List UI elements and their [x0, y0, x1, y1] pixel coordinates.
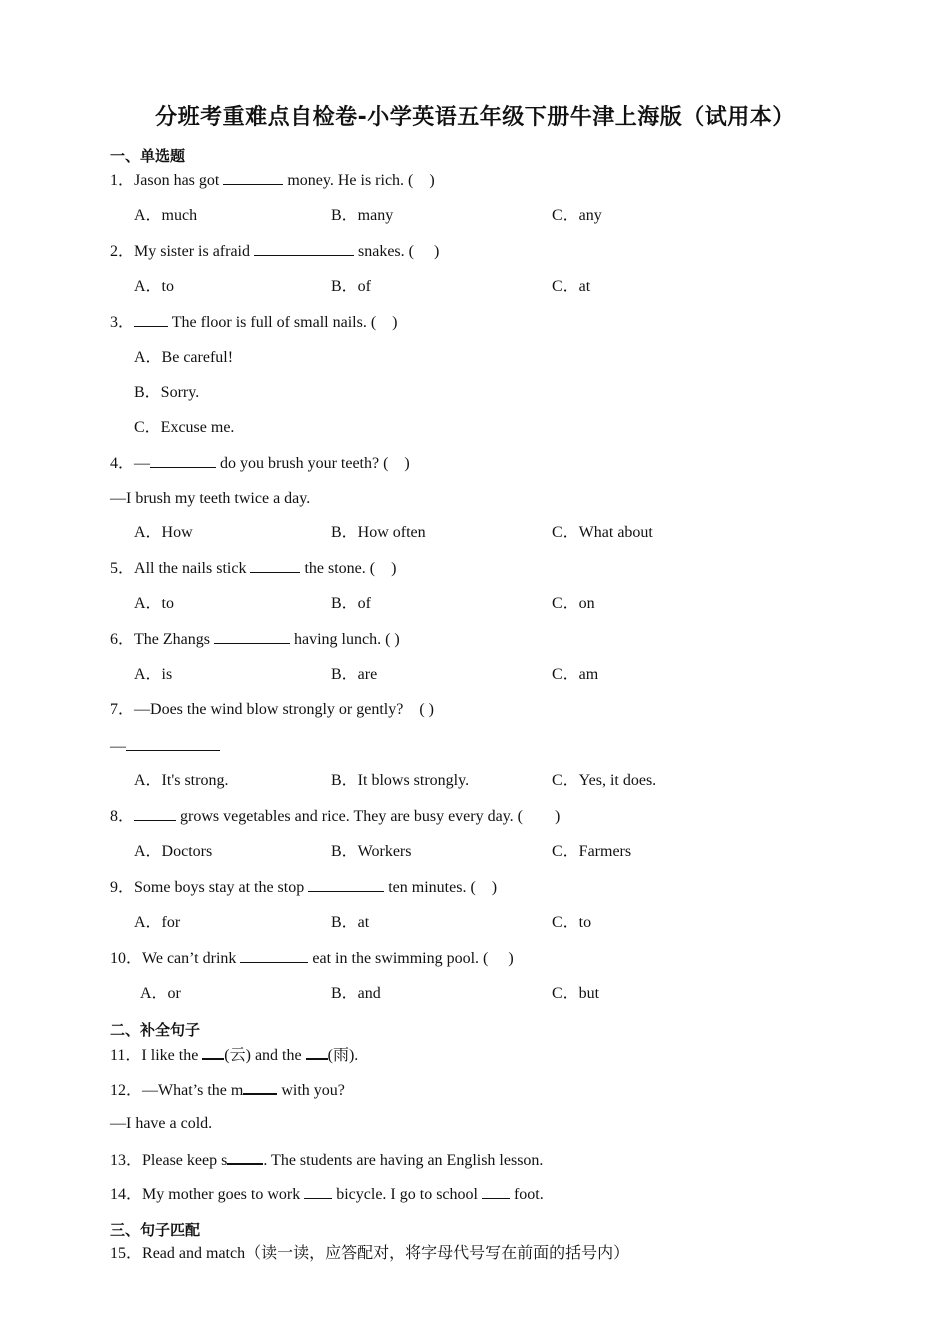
question-2: 2．My sister is afraid snakes. ( )	[110, 243, 440, 260]
option-b[interactable]: B．Workers	[331, 843, 412, 860]
option-a[interactable]: A．for	[134, 914, 181, 931]
question-5: 5．All the nails stick the stone. ( )	[110, 560, 397, 577]
option-c[interactable]: C．but	[552, 985, 600, 1002]
answer-blank[interactable]	[306, 1044, 328, 1060]
question-13: 13．Please keep s . The students are having an English lesson.	[110, 1149, 543, 1171]
option-c[interactable]: C．at	[552, 278, 591, 295]
answer-blank[interactable]	[243, 1079, 277, 1095]
answer-blank[interactable]	[134, 806, 176, 821]
answer-blank[interactable]	[150, 453, 216, 468]
option-c[interactable]: C．What about	[552, 524, 653, 541]
option-c[interactable]: C．any	[552, 207, 602, 224]
option-a[interactable]: A．Be careful!	[134, 349, 234, 366]
question-12: 12．—What’s the m with you?	[110, 1079, 345, 1101]
question-6: 6．The Zhangs having lunch. ( )	[110, 631, 400, 648]
answer-blank[interactable]	[227, 1149, 263, 1165]
section-heading-complete-sentences: 二、补全句子	[110, 1021, 201, 1039]
option-b[interactable]: B．many	[331, 207, 394, 224]
question-10: 10．We can’t drink eat in the swimming pool. ( )	[110, 950, 514, 967]
question-7: 7．—Does the wind blow strongly or gently? ( )	[110, 701, 434, 718]
question-3: 3． The floor is full of small nails. ( )	[110, 314, 398, 331]
answer-blank[interactable]	[250, 558, 300, 573]
answer-blank[interactable]	[308, 877, 384, 892]
option-b[interactable]: B．of	[331, 595, 372, 612]
option-b[interactable]: B．Sorry.	[134, 384, 200, 401]
option-c[interactable]: C．am	[552, 666, 599, 683]
option-c[interactable]: C．to	[552, 914, 592, 931]
section-heading-single-choice: 一、单选题	[110, 147, 186, 165]
answer-blank[interactable]	[482, 1184, 510, 1199]
option-a[interactable]: A．or	[140, 985, 181, 1002]
option-a[interactable]: A．Doctors	[134, 843, 213, 860]
answer-blank[interactable]	[223, 170, 283, 185]
dialogue-reply: —I have a cold.	[110, 1115, 213, 1132]
option-a[interactable]: A．How	[134, 524, 193, 541]
option-a[interactable]: A．is	[134, 666, 173, 683]
page-title: 分班考重难点自检卷-小学英语五年级下册牛津上海版（试用本）	[155, 105, 795, 130]
option-b[interactable]: B．How often	[331, 524, 426, 541]
option-b[interactable]: B．of	[331, 278, 372, 295]
answer-blank[interactable]	[254, 241, 354, 256]
option-b[interactable]: B．are	[331, 666, 378, 683]
question-9: 9．Some boys stay at the stop ten minutes. ( )	[110, 879, 498, 896]
option-a[interactable]: A．to	[134, 278, 175, 295]
option-b[interactable]: B．and	[331, 985, 381, 1002]
option-a[interactable]: A．much	[134, 207, 198, 224]
option-c[interactable]: C．Excuse me.	[134, 419, 235, 436]
question-4: 4．— do you brush your teeth? ( )	[110, 455, 410, 472]
option-c[interactable]: C．Farmers	[552, 843, 632, 860]
section-heading-sentence-matching: 三、句子匹配	[110, 1221, 201, 1239]
dialogue-reply: —	[110, 736, 220, 757]
option-c[interactable]: C．on	[552, 595, 595, 612]
option-a[interactable]: A．to	[134, 595, 175, 612]
option-b[interactable]: B．It blows strongly.	[331, 772, 470, 789]
question-14: 14．My mother goes to work bicycle. I go to school foot.	[110, 1186, 544, 1203]
answer-blank[interactable]	[126, 736, 220, 751]
answer-blank[interactable]	[304, 1184, 332, 1199]
answer-blank[interactable]	[240, 948, 308, 963]
answer-blank[interactable]	[134, 312, 168, 327]
option-a[interactable]: A．It's strong.	[134, 772, 229, 789]
answer-blank[interactable]	[214, 629, 290, 644]
dialogue-reply: —I brush my teeth twice a day.	[110, 490, 311, 507]
answer-blank[interactable]	[202, 1044, 224, 1060]
question-15: 15．Read and match（读一读，应答配对，将字母代号写在前面的括号内）	[110, 1245, 630, 1262]
question-11: 11．I like the (云) and the (雨).	[110, 1044, 358, 1066]
question-1: 1．Jason has got money. He is rich. ( )	[110, 172, 435, 189]
question-8: 8． grows vegetables and rice. They are busy every day. ( )	[110, 808, 561, 825]
option-c[interactable]: C．Yes, it does.	[552, 772, 657, 789]
option-b[interactable]: B．at	[331, 914, 370, 931]
